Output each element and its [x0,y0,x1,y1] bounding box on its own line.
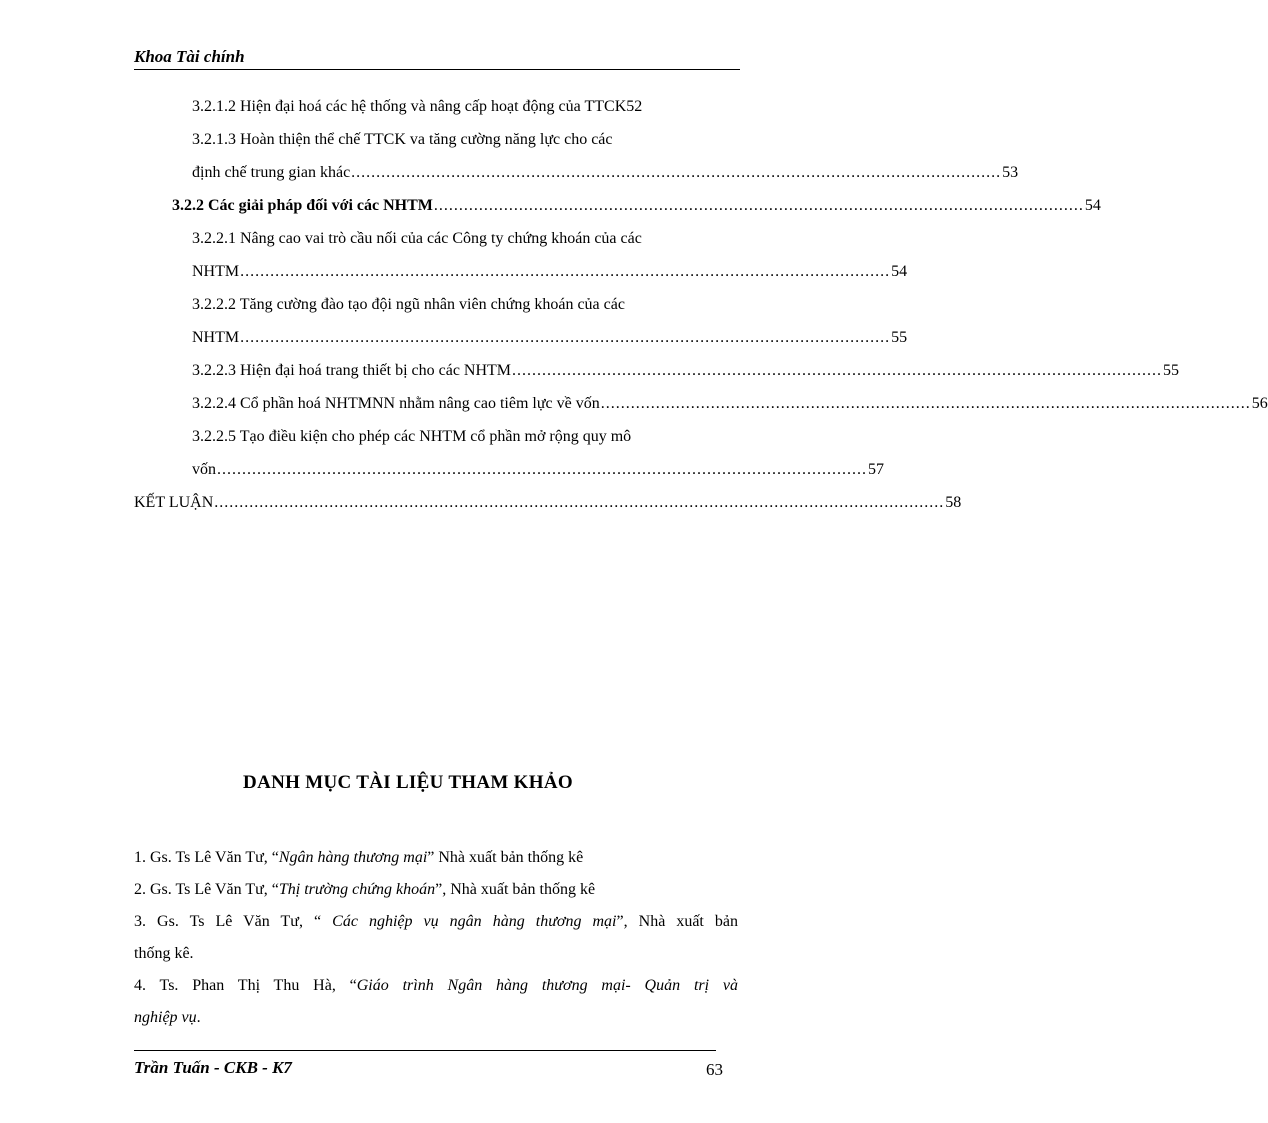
reference-prefix: 3. Gs. Ts Lê Văn Tư, “ [134,913,333,930]
toc-entry-page: 55 [1163,362,1180,379]
toc-entry-line[interactable]: 3.2.2.5 Tạo điều kiện cho phép các NHTM cổ phần mở rộng quy mô [192,428,632,445]
reference-suffix: ” Nhà xuất bản thống kê [427,849,584,866]
reference-prefix: 2. Gs. Ts Lê Văn Tư, “ [134,881,279,898]
toc-entry-page: 58 [945,494,962,511]
toc-entry-page: 55 [891,329,908,346]
page-number: 63 [706,1060,723,1079]
toc-entry-label: NHTM [192,263,240,280]
toc-entry-label: 3.2.2.3 Hiện đại hoá trang thiết bị cho các NHTM [192,362,512,379]
reference-title: Các nghiệp vụ ngân hàng thương mại [332,913,617,930]
toc-leader: .................................................................................................................................. [351,164,1002,181]
toc-entry-page: 54 [891,263,908,280]
reference-prefix: 4. Ts. Phan Thị Thu Hà, “ [134,977,357,994]
toc-entry-line[interactable]: 3.2.2.2 Tăng cường đào tạo đội ngũ nhân viên chứng khoán của các [192,296,625,313]
toc-entry-page: 53 [1002,164,1019,181]
reference-title: Thị trường chứng khoán [278,881,436,898]
reference-suffix: . [196,1009,201,1026]
reference-item-continuation: thống kê. [134,945,194,962]
toc-entry-label: 3.2.2.4 Cổ phần hoá NHTMNN nhằm nâng cao tiêm lực về vốn [192,395,600,412]
reference-suffix: ”, Nhà xuất bản thống kê [435,881,596,898]
toc-entry-line[interactable]: 3.2.1.3 Hoàn thiện thể chế TTCK va tăng cường năng lực cho các [192,131,613,148]
toc-entry-label: NHTM [192,329,240,346]
toc-leader: .................................................................................................................................. [433,197,1084,214]
toc-leader: .................................................................................................................................. [240,329,891,346]
reference-prefix: 1. Gs. Ts Lê Văn Tư, “ [134,849,279,866]
toc-entry[interactable] [192,394,1268,414]
toc-entry-label: định chế trung gian khác [192,164,351,181]
toc-entry-label: 3.2.2 Các giải pháp đối với các NHTM [172,197,433,214]
reference-item [134,912,738,932]
toc-entry-page: 56 [1251,395,1268,412]
reference-title: Ngân hàng thương mại [278,849,428,866]
references-heading: DANH MỤC TÀI LIỆU THAM KHẢO [243,772,573,793]
reference-item-continuation [134,1008,738,1028]
toc-entry-label: 3.2.1.2 Hiện đại hoá các hệ thống và nâng cấp hoạt động của TTCK [192,98,627,115]
toc-entry[interactable] [134,493,962,513]
toc-entry-line[interactable]: 3.2.2.1 Nâng cao vai trò cầu nối của các Công ty chứng khoán của các [192,230,642,247]
toc-entry-label: KẾT LUẬN [134,494,214,511]
footer-rule [134,1050,716,1051]
toc-entry[interactable] [192,97,738,117]
toc-entry[interactable] [192,163,1019,183]
reference-title: Giáo trình Ngân hàng thương mại- Quản trị và [356,977,738,994]
toc-entry-page: 57 [868,461,884,478]
reference-suffix: ”, Nhà xuất bản [616,913,739,930]
header-rule [134,69,740,70]
toc-leader: .................................................................................................................................. [240,263,891,280]
toc-entry[interactable] [172,196,1101,216]
toc-leader: .................................................................................................................................. [512,362,1163,379]
toc-entry[interactable] [192,328,908,348]
reference-item [134,848,738,868]
reference-item [134,976,738,996]
toc-entry[interactable] [192,460,884,480]
toc-leader: .................................................................................................................................. [217,461,867,478]
toc-entry-label: vốn [192,461,216,478]
reference-item [134,880,738,900]
toc-entry[interactable] [192,361,1180,381]
toc-entry[interactable] [192,262,908,282]
toc-leader: .................................................................................................................................. [600,395,1251,412]
toc-entry-page: 54 [1084,197,1101,214]
footer-author: Trần Tuấn - CKB - K7 [134,1058,292,1077]
reference-title: nghiệp vụ [134,1009,197,1026]
toc-leader: .................................................................................................................................................. [214,494,945,511]
toc-entry-page: 52 [626,98,643,115]
header-title: Khoa Tài chính [134,47,245,66]
